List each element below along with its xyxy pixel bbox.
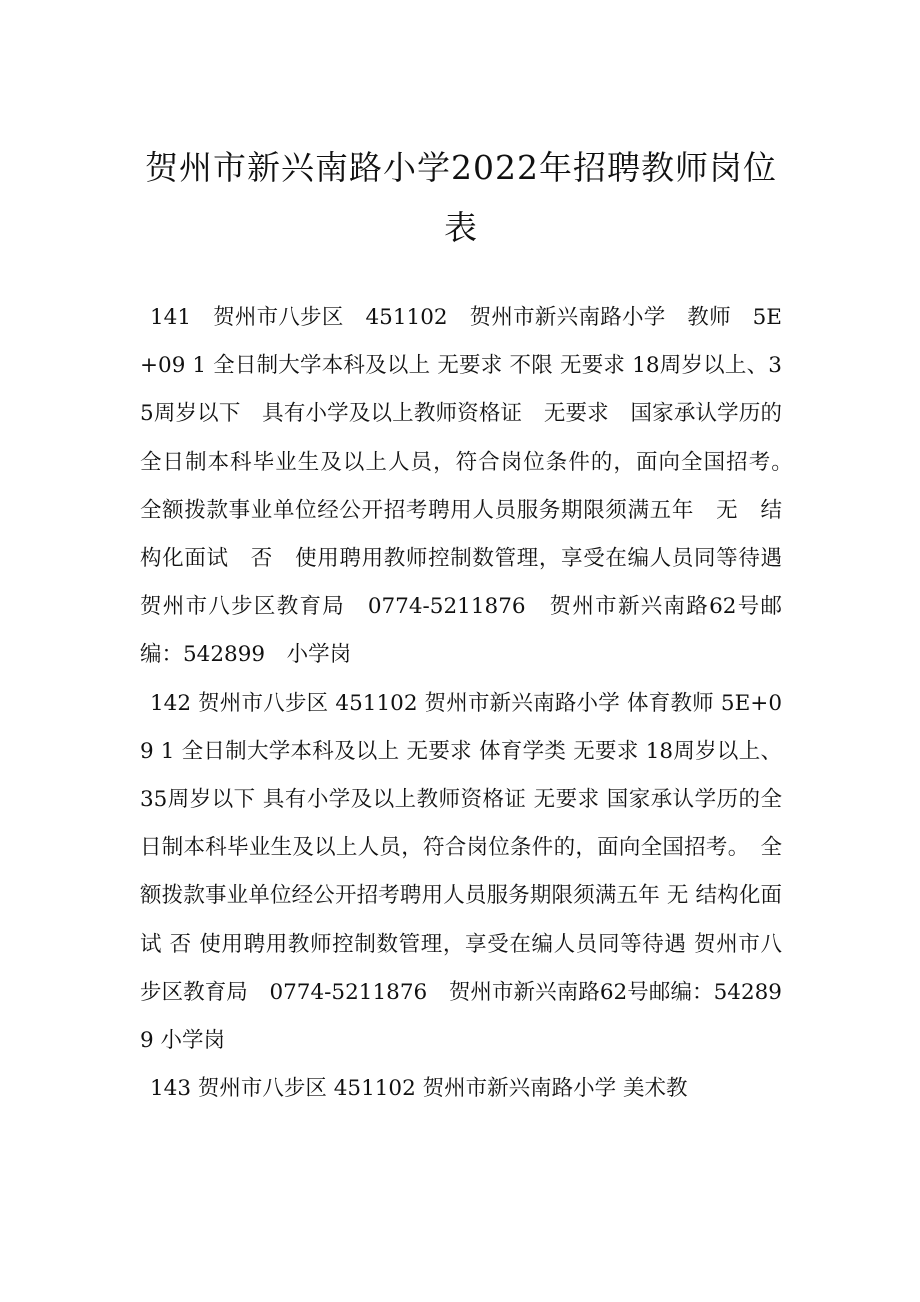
- job-entries: [140, 294, 804, 1113]
- job-entry-142: 142 贺州市八步区 451102 贺州市新兴南路小学 体育教师 5E+09 1 全日制大学本科及以上 无要求 体育学类 无要求 18周岁以上、35周岁以下 具有小学及以上教师资格证 无要求 国家承认学历的全日制本科毕业生及以上人员，符合岗位条件的，面向全国招考。 全额拨款事业单位经公开招考聘用人员服务期限须满五年 无 结构化面试 否 使用聘用教师控制数管理，享受在编人员同等待遇 贺州市八步区教育局 0774-5211876 贺州市新兴南路62号邮编：542899 小学岗: [140, 690, 782, 1054]
- job-entry-143: 143 贺州市八步区 451102 贺州市新兴南路小学 美术教: [150, 1076, 688, 1102]
- job-entry-141: 141 贺州市八步区 451102 贺州市新兴南路小学 教师 5E+09 1 全日制大学本科及以上 无要求 不限 无要求 18周岁以上、35周岁以下 具有小学及以上教师资格证 无要求 国家承认学历的全日制本科毕业生及以上人员，符合岗位条件的，面向全国招考。 全额拨款事业单位经公开招考聘用人员服务期限须满五年 无 结构化面试 否 使用聘用教师控制数管理，享受在编人员同等待遇 贺州市八步区教育局 0774-5211876 贺州市新兴南路62号邮编：542899 小学岗: [140, 305, 804, 668]
- document-page: [140, 0, 804, 1302]
- document-title: 贺州市新兴南路小学2022年招聘教师岗位表: [145, 148, 777, 247]
